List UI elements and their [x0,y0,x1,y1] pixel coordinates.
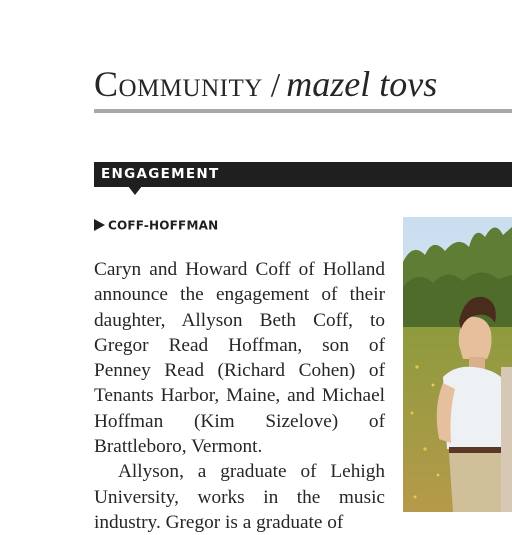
category-label: ENGAGEMENT [101,166,220,182]
page-header [94,62,512,106]
announcement-body [94,257,385,533]
triangle-right-icon [94,219,105,231]
section-title: Community [94,64,263,104]
announcement-heading [94,215,218,233]
category-bar [94,162,512,187]
title-separator: / [270,67,281,104]
header-rule [94,109,512,113]
category-notch [128,186,142,195]
announcement-paragraph: Caryn and Howard Coff of Holland announce the engagement of their daughter, Allyson Beth Coff, to Gregor Read Hoffman, son of Penney Read (Richard Cohen) of Tenants Harbor, Maine, and Michael Hoffman (Kim Sizelove) of Brattleboro, Vermont. [94,259,385,458]
announcement-paragraph: Allyson, a graduate of Lehigh University, works in the music industry. Gregor is a graduate of [94,461,385,533]
subsection-title: mazel tovs [286,64,438,104]
engagement-photo [403,217,512,512]
announcement-names: COFF-HOFFMAN [108,218,219,233]
